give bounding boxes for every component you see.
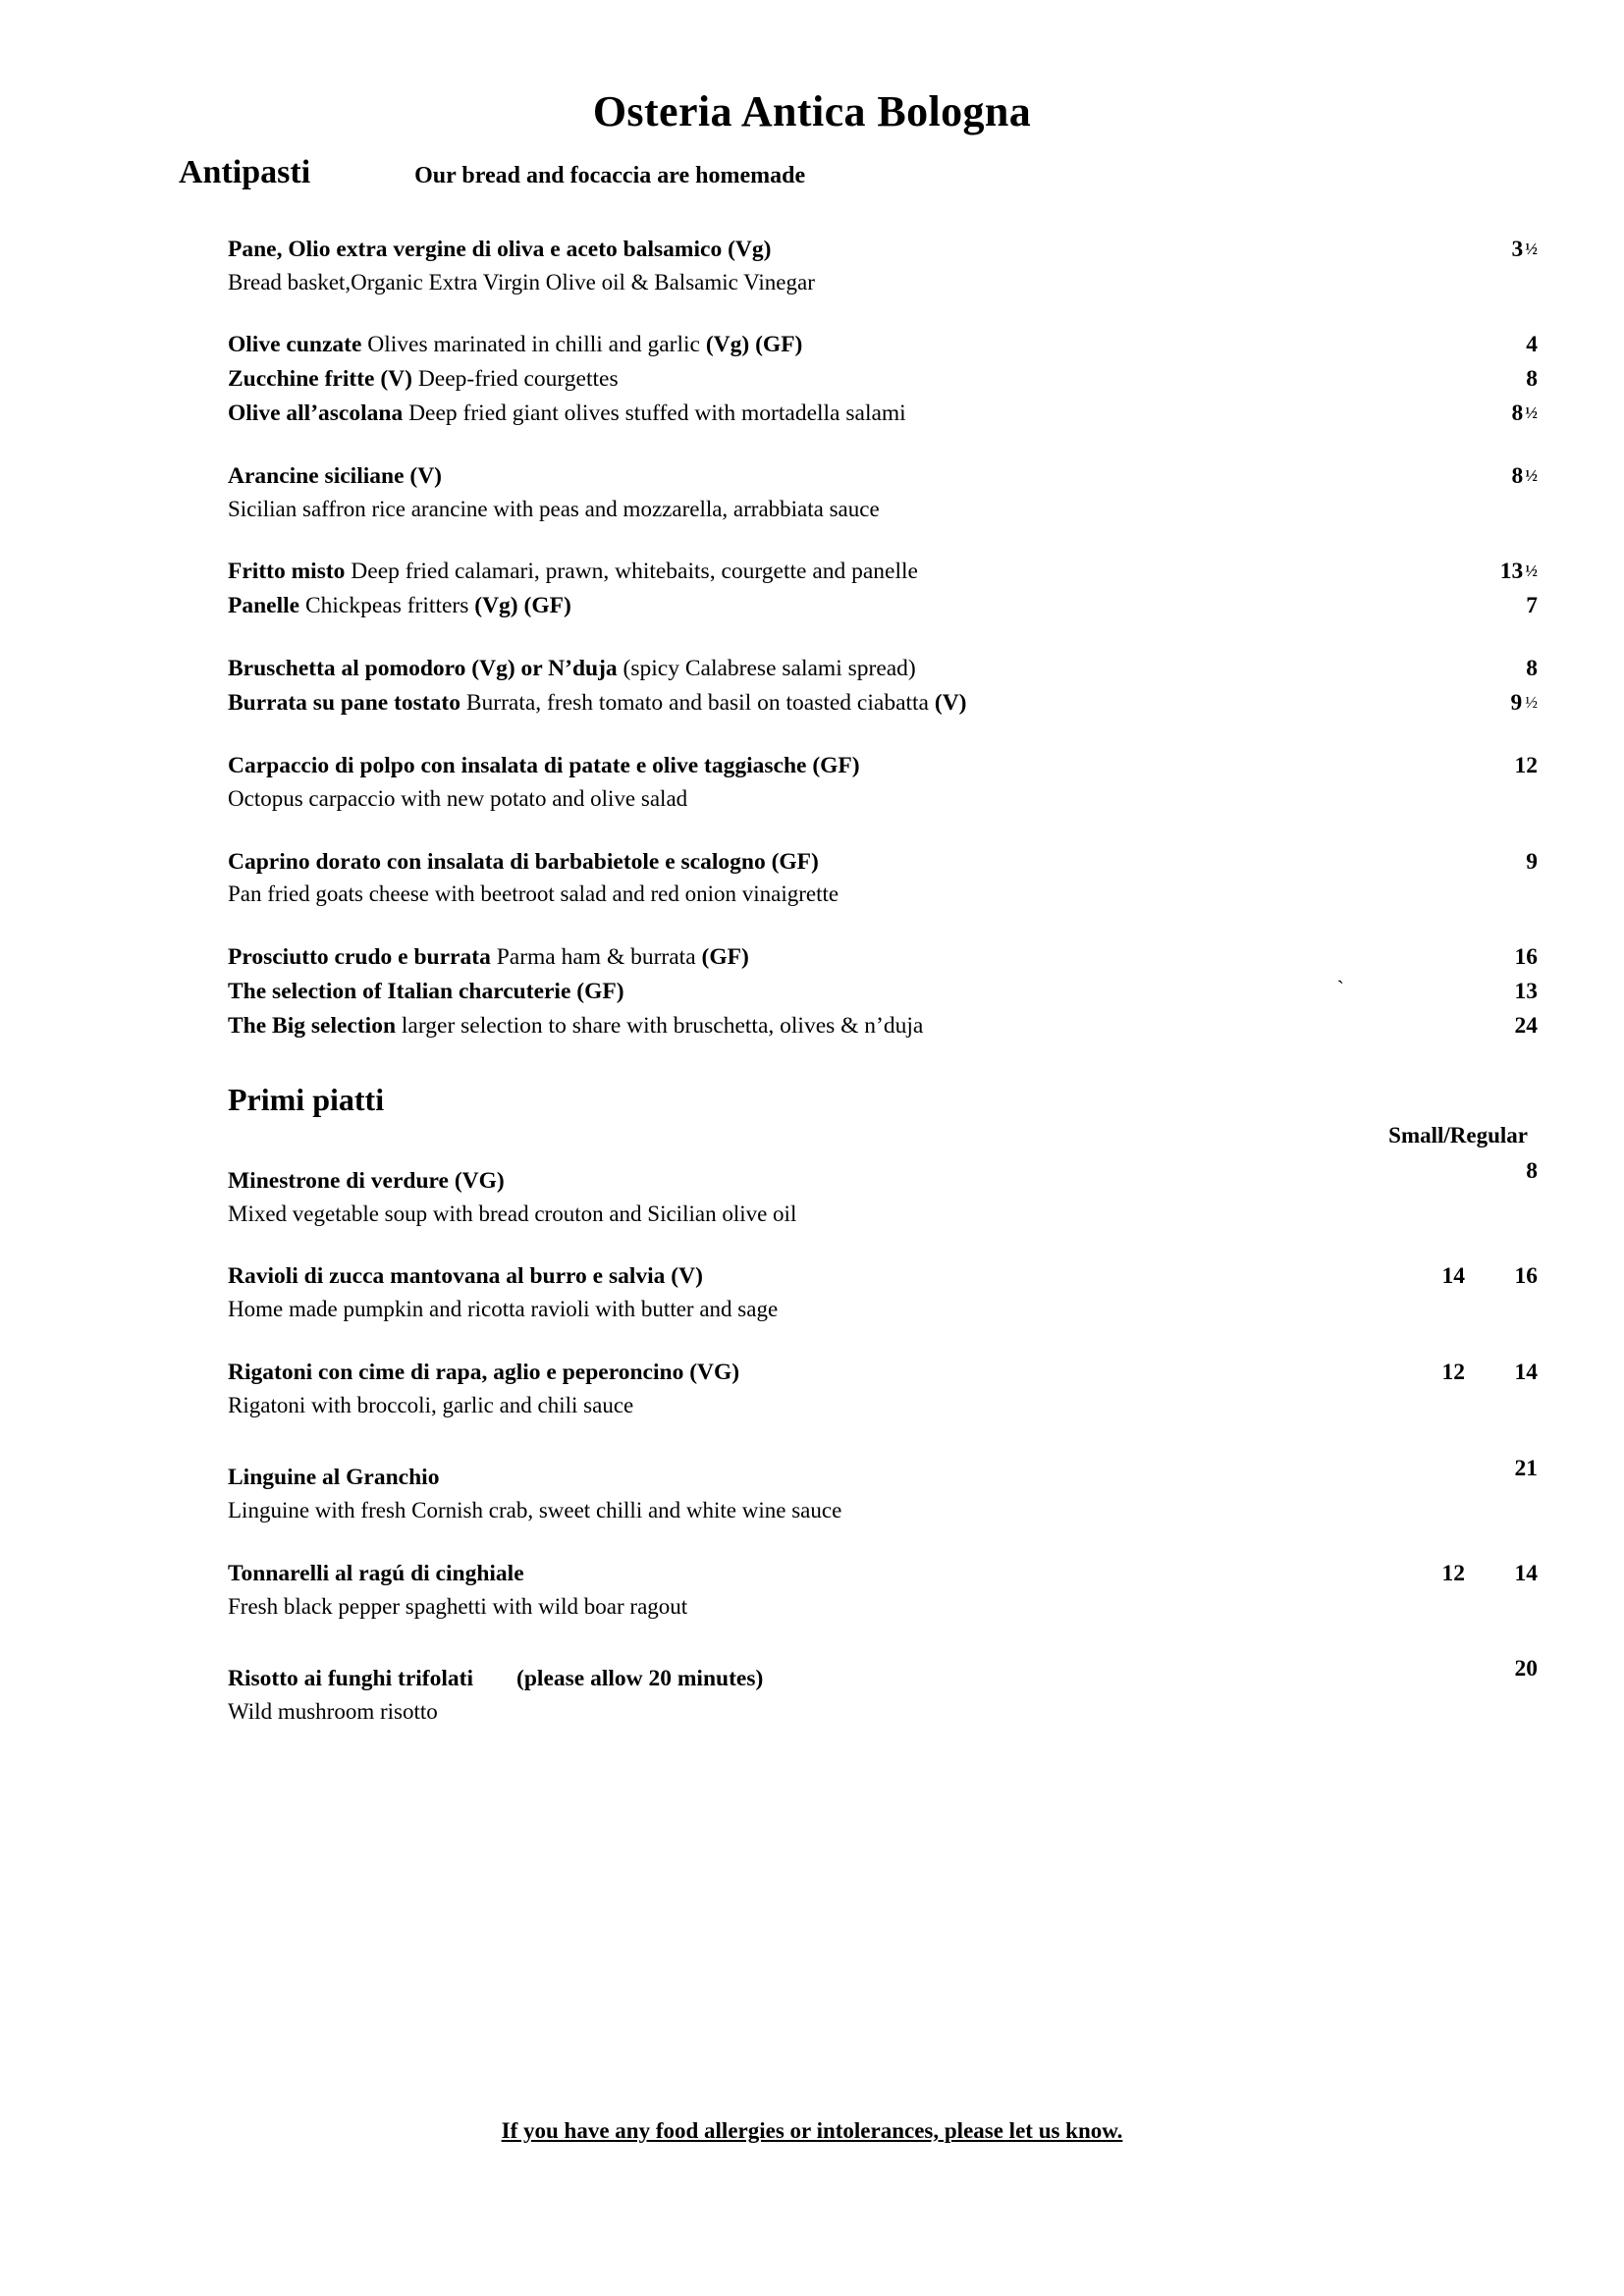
dish-name: Rigatoni con cime di rapa, aglio e peperoncino (VG) xyxy=(228,1359,740,1385)
menu-item xyxy=(228,556,1538,588)
menu-item xyxy=(228,590,1538,622)
dish-price-pair xyxy=(1373,1453,1538,1485)
menu-body xyxy=(0,234,1624,1729)
antipasti-section xyxy=(228,234,1538,1042)
dish-group xyxy=(228,556,1538,622)
menu-item xyxy=(228,750,1538,816)
dish-name: Panelle xyxy=(228,593,300,619)
dish-price: 9 xyxy=(1526,848,1538,875)
dish-title xyxy=(228,1462,1373,1494)
dietary-tag: (Vg) (GF) xyxy=(705,332,803,358)
menu-item xyxy=(228,460,1538,526)
dish-price-small xyxy=(1388,1155,1465,1188)
price-fraction: ½ xyxy=(1525,465,1538,485)
dish-description: Mixed vegetable soup with bread crouton and Sicilian olive oil xyxy=(228,1201,797,1226)
menu-item xyxy=(228,1653,1538,1728)
stray-tick-mark: ` xyxy=(1336,976,1344,1000)
allergy-notice xyxy=(0,2118,1624,2144)
dish-group xyxy=(228,1453,1538,1527)
dish-inline-note: (please allow 20 minutes) xyxy=(516,1666,764,1692)
menu-item-line xyxy=(228,653,1538,685)
dish-group xyxy=(228,1558,1538,1624)
dish-name: The Big selection xyxy=(228,1012,397,1039)
dish-title xyxy=(228,398,1373,430)
dish-price-regular: 14 xyxy=(1514,1560,1538,1586)
dish-inline-description: Parma ham & burrata xyxy=(496,944,696,971)
dish-group xyxy=(228,460,1538,526)
price-fraction: ½ xyxy=(1525,403,1538,423)
dish-title xyxy=(228,460,1373,493)
dish-description: Wild mushroom risotto xyxy=(228,1699,438,1725)
menu-item-line xyxy=(228,750,1538,782)
menu-item-line xyxy=(228,1653,1538,1695)
dish-name: Olive all’ascolana xyxy=(228,400,404,427)
menu-item xyxy=(228,976,1538,1008)
dish-name: The selection of Italian charcuterie (GF) xyxy=(228,979,624,1004)
dish-price-pair xyxy=(1373,1357,1538,1389)
dish-price: 13 ½ xyxy=(1499,559,1538,585)
menu-item-line xyxy=(228,398,1538,430)
dietary-tag: (Vg) (GF) xyxy=(474,593,571,619)
restaurant-title: Osteria Antica Bologna xyxy=(592,87,1032,135)
menu-item xyxy=(228,234,1538,299)
dish-title xyxy=(228,234,1373,266)
dish-description: Linguine with fresh Cornish crab, sweet chilli and white wine sauce xyxy=(228,1498,842,1523)
dish-description: Rigatoni with broccoli, garlic and chili sauce xyxy=(228,1392,634,1417)
dish-name: Caprino dorato con insalata di barbabietole e scalogno (GF) xyxy=(228,848,819,875)
dish-price: 9 ½ xyxy=(1510,690,1538,717)
dish-name: Pane, Olio extra vergine di oliva e aceto balsamico (Vg) xyxy=(228,236,772,262)
dish-title xyxy=(228,653,1373,685)
dish-title xyxy=(228,1260,1373,1293)
dish-description: Bread basket,Organic Extra Virgin Olive oil & Balsamic Vinegar xyxy=(228,269,815,294)
menu-item xyxy=(228,329,1538,361)
menu-item-line xyxy=(228,329,1538,361)
antipasti-header-row xyxy=(0,155,1624,190)
menu-item-line xyxy=(228,590,1538,622)
menu-item-line xyxy=(228,460,1538,493)
dish-group xyxy=(228,1653,1538,1728)
dish-price: 13 xyxy=(1514,979,1538,1004)
dish-price-pair xyxy=(1373,1653,1538,1685)
menu-item xyxy=(228,687,1538,720)
price-fraction: ½ xyxy=(1525,239,1538,258)
dish-group xyxy=(228,1260,1538,1326)
dish-title xyxy=(228,750,1373,782)
dish-description: Sicilian saffron rice arancine with peas and mozzarella, arrabbiata sauce xyxy=(228,496,880,521)
menu-item-line xyxy=(228,1453,1538,1495)
dish-price: 16 xyxy=(1514,944,1538,971)
menu-item-line xyxy=(228,1260,1538,1293)
menu-item xyxy=(228,1010,1538,1042)
menu-item-line xyxy=(228,1155,1538,1198)
dish-price-regular: 21 xyxy=(1514,1455,1538,1481)
primi-piatti-section xyxy=(228,1155,1538,1729)
menu-item-line xyxy=(228,687,1538,720)
menu-item xyxy=(228,1260,1538,1326)
dish-title xyxy=(228,590,1373,622)
dish-title xyxy=(228,1663,1373,1695)
menu-item-line xyxy=(228,556,1538,588)
dish-inline-description: (spicy Calabrese salami spread) xyxy=(623,656,916,682)
menu-item xyxy=(228,1155,1538,1230)
section-heading-primi-piatti: Primi piatti xyxy=(228,1081,385,1117)
dish-title xyxy=(228,1357,1373,1389)
dish-inline-description: Burrata, fresh tomato and basil on toasted ciabatta xyxy=(465,690,929,717)
menu-item-line xyxy=(228,363,1538,396)
dish-price-pair xyxy=(1373,1558,1538,1590)
menu-item-line xyxy=(228,846,1538,879)
menu-item xyxy=(228,1357,1538,1422)
dish-name: Carpaccio di polpo con insalata di patate e olive taggiasche (GF) xyxy=(228,753,860,779)
size-column-header: Small/Regular xyxy=(1388,1123,1528,1148)
dish-inline-description: Olives marinated in chilli and garlic xyxy=(367,332,700,358)
allergy-notice-text: If you have any food allergies or intolerances, please let us know. xyxy=(501,2118,1123,2143)
dish-group xyxy=(228,750,1538,816)
dish-price-regular: 14 xyxy=(1514,1359,1538,1385)
dish-inline-description: Chickpeas fritters xyxy=(304,593,469,619)
menu-item-line xyxy=(228,1357,1538,1389)
dish-inline-description: Deep-fried courgettes xyxy=(417,366,619,393)
dish-price: 4 xyxy=(1526,332,1538,358)
dish-price-regular: 8 xyxy=(1526,1157,1538,1184)
dish-price: 12 xyxy=(1514,753,1538,779)
menu-item xyxy=(228,941,1538,974)
dish-inline-description: Deep fried giant olives stuffed with mortadella salami xyxy=(408,400,906,427)
section-heading-antipasti: Antipasti xyxy=(179,154,311,190)
dish-price: 24 xyxy=(1514,1012,1538,1039)
homemade-bread-note: Our bread and focaccia are homemade xyxy=(414,163,806,188)
dish-title xyxy=(228,1165,1373,1198)
dish-title xyxy=(228,976,1373,1008)
menu-item xyxy=(228,846,1538,912)
menu-item xyxy=(228,363,1538,396)
dish-name: Fritto misto xyxy=(228,559,346,585)
menu-item xyxy=(228,1558,1538,1624)
dish-price: 3 ½ xyxy=(1511,236,1538,262)
menu-item-line xyxy=(228,1558,1538,1590)
dish-price-small: 12 xyxy=(1441,1359,1465,1385)
dish-price-pair xyxy=(1373,1155,1538,1188)
dish-name: Burrata su pane tostato xyxy=(228,690,460,717)
dish-description: Pan fried goats cheese with beetroot salad and red onion vinaigrette xyxy=(228,881,839,907)
dish-name: Risotto ai funghi trifolati xyxy=(228,1666,474,1692)
dish-name: Bruschetta al pomodoro (Vg) or N’duja xyxy=(228,656,618,682)
dish-group xyxy=(228,941,1538,1042)
dish-name: Olive cunzate xyxy=(228,332,362,358)
dish-price-regular: 20 xyxy=(1514,1656,1538,1682)
dish-description: Octopus carpaccio with new potato and olive salad xyxy=(228,785,688,811)
dish-title xyxy=(228,556,1373,588)
dish-description: Fresh black pepper spaghetti with wild boar ragout xyxy=(228,1593,688,1619)
dish-price-pair xyxy=(1373,1260,1538,1293)
dish-price: 7 xyxy=(1526,593,1538,619)
dish-title xyxy=(228,687,1373,720)
dish-price: 8 xyxy=(1526,366,1538,393)
dish-title xyxy=(228,1558,1373,1590)
menu-item-line xyxy=(228,1010,1538,1042)
dish-name: Ravioli di zucca mantovana al burro e salvia (V) xyxy=(228,1263,703,1290)
menu-item xyxy=(228,398,1538,430)
dish-description: Home made pumpkin and ricotta ravioli with butter and sage xyxy=(228,1297,779,1322)
dish-price-regular: 16 xyxy=(1514,1263,1538,1290)
dish-group xyxy=(228,1357,1538,1422)
dish-inline-description: Deep fried calamari, prawn, whitebaits, courgette and panelle xyxy=(351,559,918,585)
dish-name: Zucchine fritte (V) xyxy=(228,366,412,393)
dish-group xyxy=(228,1155,1538,1230)
dish-price-small xyxy=(1388,1453,1465,1485)
menu-item-line xyxy=(228,234,1538,266)
dish-price: 8 ½ xyxy=(1511,400,1538,427)
dish-name: Arancine siciliane (V) xyxy=(228,462,442,489)
dish-inline-description: larger selection to share with bruschetta, olives & n’duja xyxy=(401,1012,924,1039)
dietary-tag: (GF) xyxy=(701,944,749,971)
menu-item-line xyxy=(228,941,1538,974)
dish-group xyxy=(228,234,1538,299)
dish-name: Tonnarelli al ragú di cinghiale xyxy=(228,1560,524,1586)
dish-title xyxy=(228,1010,1373,1042)
menu-item xyxy=(228,1453,1538,1527)
dish-group xyxy=(228,846,1538,912)
dietary-tag: (V) xyxy=(934,690,967,717)
dish-price-small: 14 xyxy=(1441,1263,1465,1290)
dish-name: Prosciutto crudo e burrata xyxy=(228,944,491,971)
dish-price-small: 12 xyxy=(1441,1560,1465,1586)
dish-title xyxy=(228,363,1373,396)
price-fraction: ½ xyxy=(1525,693,1538,713)
dish-name: Minestrone di verdure (VG) xyxy=(228,1167,505,1194)
dish-price: 8 xyxy=(1526,656,1538,682)
dish-group xyxy=(228,653,1538,720)
dish-name: Linguine al Granchio xyxy=(228,1465,440,1491)
dish-price: 8 ½ xyxy=(1511,462,1538,489)
dish-title xyxy=(228,941,1373,974)
dish-title xyxy=(228,846,1373,879)
dish-price-small xyxy=(1388,1653,1465,1685)
dish-group xyxy=(228,329,1538,430)
menu-item xyxy=(228,653,1538,685)
dish-title xyxy=(228,329,1373,361)
price-fraction: ½ xyxy=(1525,561,1538,581)
